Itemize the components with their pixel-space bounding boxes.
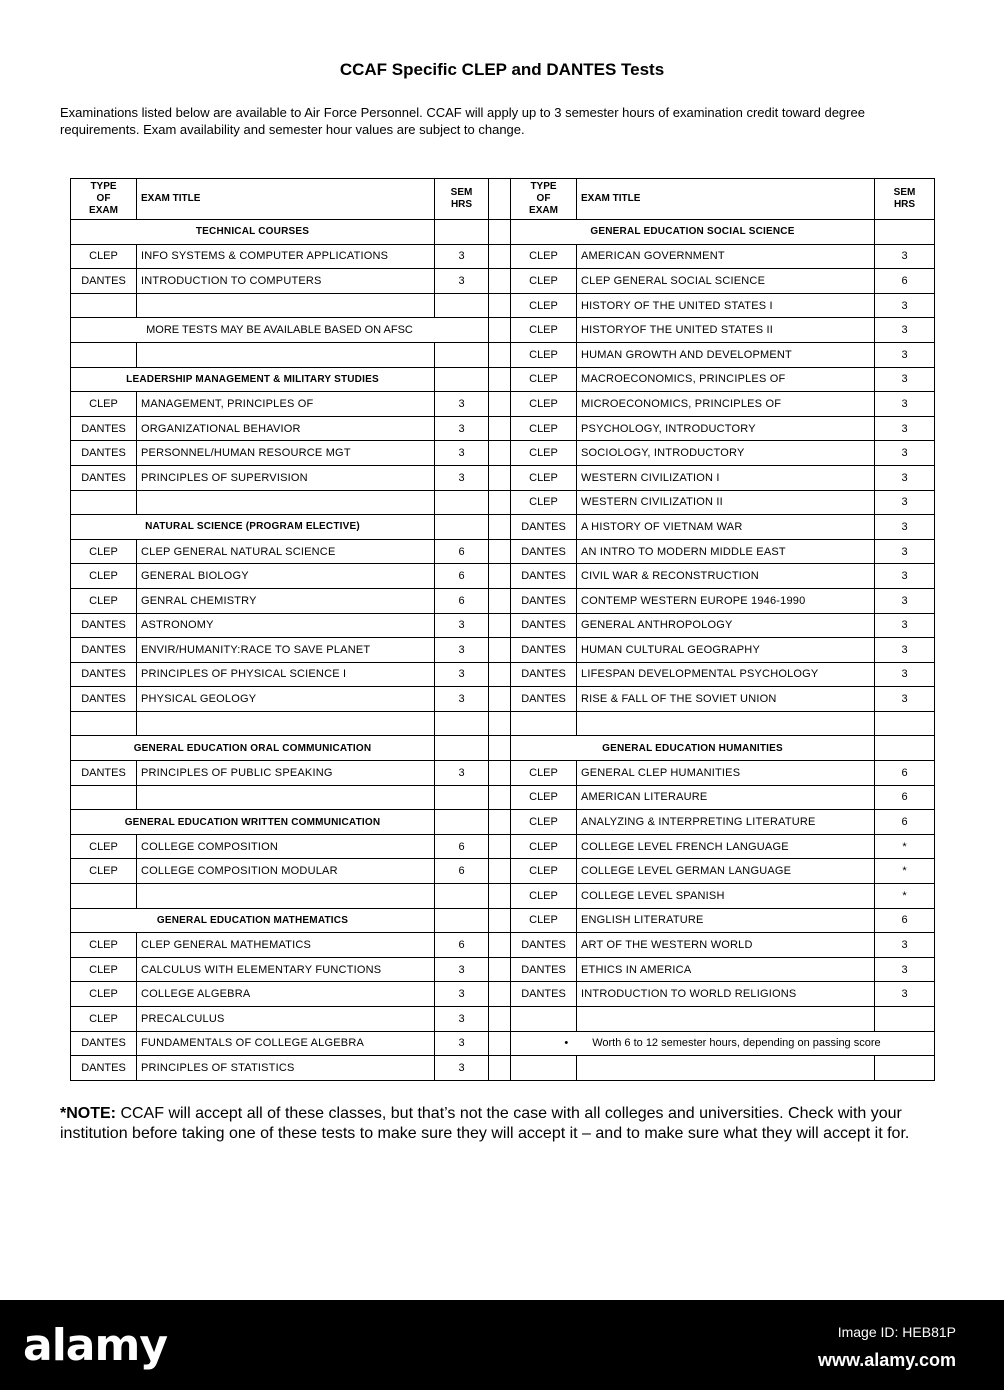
- sem-hrs-cell: 3: [875, 318, 935, 343]
- exam-title-cell: PERSONNEL/HUMAN RESOURCE MGT: [137, 441, 435, 466]
- exam-title-cell: COLLEGE LEVEL GERMAN LANGUAGE: [577, 859, 875, 884]
- sem-hrs-cell: [875, 736, 935, 761]
- exam-type-cell: DANTES: [71, 441, 137, 466]
- column-gap: [489, 392, 511, 417]
- column-gap: [489, 318, 511, 343]
- exam-title-cell: CIVIL WAR & RECONSTRUCTION: [577, 564, 875, 589]
- exam-type-cell: DANTES: [71, 1056, 137, 1081]
- watermark-image-id: Image ID: HEB81P: [837, 1324, 956, 1340]
- exam-type-cell: CLEP: [511, 244, 577, 269]
- sem-hrs-cell: [435, 884, 489, 909]
- header-type-of-exam: TYPE OF EXAM: [71, 179, 137, 220]
- exam-title-cell: CONTEMP WESTERN EUROPE 1946-1990: [577, 588, 875, 613]
- table-row: [71, 441, 935, 466]
- column-gap: [489, 982, 511, 1007]
- exam-title-cell: COLLEGE LEVEL FRENCH LANGUAGE: [577, 834, 875, 859]
- exam-title-cell: PHYSICAL GEOLOGY: [137, 687, 435, 712]
- exam-type-cell: CLEP: [71, 834, 137, 859]
- note-cell: [71, 318, 489, 343]
- exam-type-cell: CLEP: [511, 785, 577, 810]
- sem-hrs-cell: 3: [875, 367, 935, 392]
- sem-hrs-cell: 3: [875, 933, 935, 958]
- sem-hrs-cell: 3: [875, 342, 935, 367]
- column-gap: [489, 367, 511, 392]
- sem-hrs-cell: 3: [875, 613, 935, 638]
- exam-title-cell: AMERICAN GOVERNMENT: [577, 244, 875, 269]
- exam-type-cell: DANTES: [511, 957, 577, 982]
- table-row: [71, 711, 935, 736]
- column-gap: [489, 490, 511, 515]
- header-exam-title: EXAM TITLE: [577, 179, 875, 220]
- section-heading: GENERAL EDUCATION SOCIAL SCIENCE: [511, 220, 875, 245]
- watermark-url: www.alamy.com: [817, 1350, 956, 1370]
- exam-title-cell: CLEP GENERAL MATHEMATICS: [137, 933, 435, 958]
- sem-hrs-cell: 3: [435, 638, 489, 663]
- table-row: [71, 613, 935, 638]
- sem-hrs-cell: *: [875, 884, 935, 909]
- column-gap: [489, 859, 511, 884]
- exam-type-cell: [71, 342, 137, 367]
- exam-title-cell: PRINCIPLES OF PUBLIC SPEAKING: [137, 761, 435, 786]
- exam-type-cell: DANTES: [511, 933, 577, 958]
- exam-type-cell: [71, 785, 137, 810]
- exam-title-cell: MACROECONOMICS, PRINCIPLES OF: [577, 367, 875, 392]
- exam-title-cell: GENERAL CLEP HUMANITIES: [577, 761, 875, 786]
- column-gap: [489, 638, 511, 663]
- sem-hrs-cell: [435, 810, 489, 835]
- sem-hrs-cell: 3: [875, 490, 935, 515]
- table-row: [71, 490, 935, 515]
- table-row: [71, 342, 935, 367]
- column-gap: [489, 736, 511, 761]
- exam-title-cell: PSYCHOLOGY, INTRODUCTORY: [577, 416, 875, 441]
- table-row: [71, 564, 935, 589]
- column-gap: [489, 244, 511, 269]
- sem-hrs-cell: 3: [435, 465, 489, 490]
- table-row: [71, 933, 935, 958]
- table-row: [71, 761, 935, 786]
- sem-hrs-cell: 3: [875, 465, 935, 490]
- sem-hrs-cell: [435, 711, 489, 736]
- exam-type-cell: CLEP: [71, 933, 137, 958]
- sem-hrs-cell: 6: [875, 785, 935, 810]
- exam-type-cell: CLEP: [511, 859, 577, 884]
- exam-title-cell: MANAGEMENT, PRINCIPLES OF: [137, 392, 435, 417]
- exam-type-cell: CLEP: [511, 367, 577, 392]
- section-heading: GENERAL EDUCATION HUMANITIES: [511, 736, 875, 761]
- bullet-icon: •: [564, 1037, 569, 1050]
- exam-title-cell: [137, 342, 435, 367]
- table-row: [71, 982, 935, 1007]
- sem-hrs-cell: 3: [435, 662, 489, 687]
- sem-hrs-cell: *: [875, 859, 935, 884]
- exam-title-cell: CALCULUS WITH ELEMENTARY FUNCTIONS: [137, 957, 435, 982]
- sem-hrs-cell: 3: [435, 1031, 489, 1056]
- table-row: [71, 539, 935, 564]
- footnote-text: CCAF will accept all of these classes, but that’s not the case with all colleges and universities. Check with your institution before taking one of these tests to make sure they will accept it – and to make sure what they will accept it for.: [60, 1105, 910, 1142]
- exam-title-cell: PRECALCULUS: [137, 1007, 435, 1032]
- exam-type-cell: DANTES: [71, 269, 137, 294]
- exam-title-cell: INFO SYSTEMS & COMPUTER APPLICATIONS: [137, 244, 435, 269]
- sem-hrs-cell: [875, 1007, 935, 1032]
- exam-type-cell: DANTES: [71, 1031, 137, 1056]
- exam-title-cell: [137, 785, 435, 810]
- table-row: [71, 515, 935, 540]
- exam-type-cell: CLEP: [511, 834, 577, 859]
- sem-hrs-cell: [435, 908, 489, 933]
- exam-title-cell: GENRAL CHEMISTRY: [137, 588, 435, 613]
- sem-hrs-cell: 3: [435, 392, 489, 417]
- sem-hrs-cell: 3: [875, 662, 935, 687]
- table-row: [71, 318, 935, 343]
- sem-hrs-cell: 3: [435, 1007, 489, 1032]
- exam-title-cell: ASTRONOMY: [137, 613, 435, 638]
- exam-title-cell: RISE & FALL OF THE SOVIET UNION: [577, 687, 875, 712]
- sem-hrs-cell: 3: [875, 416, 935, 441]
- exam-title-cell: INTRODUCTION TO WORLD RELIGIONS: [577, 982, 875, 1007]
- exam-title-cell: HUMAN CULTURAL GEOGRAPHY: [577, 638, 875, 663]
- column-gap: [489, 1056, 511, 1081]
- section-heading: GENERAL EDUCATION MATHEMATICS: [71, 908, 435, 933]
- exam-table-body: [71, 220, 935, 1081]
- sem-hrs-cell: 3: [875, 244, 935, 269]
- sem-hrs-cell: 3: [435, 761, 489, 786]
- sem-hrs-cell: 3: [435, 687, 489, 712]
- exam-type-cell: CLEP: [511, 441, 577, 466]
- column-gap: [489, 539, 511, 564]
- exam-type-cell: CLEP: [511, 416, 577, 441]
- table-row: [71, 908, 935, 933]
- exam-type-cell: CLEP: [71, 588, 137, 613]
- sem-hrs-cell: [875, 1056, 935, 1081]
- exam-type-cell: CLEP: [71, 957, 137, 982]
- exam-title-cell: [577, 711, 875, 736]
- exam-type-cell: DANTES: [511, 564, 577, 589]
- sem-hrs-cell: 6: [435, 539, 489, 564]
- exam-type-cell: DANTES: [511, 662, 577, 687]
- exam-type-cell: DANTES: [511, 638, 577, 663]
- sem-hrs-cell: 3: [435, 957, 489, 982]
- sem-hrs-cell: [435, 515, 489, 540]
- sem-hrs-cell: 6: [435, 564, 489, 589]
- note-cell: [511, 1031, 935, 1056]
- sem-hrs-cell: [435, 785, 489, 810]
- exam-type-cell: CLEP: [511, 269, 577, 294]
- exam-title-cell: PRINCIPLES OF STATISTICS: [137, 1056, 435, 1081]
- exam-type-cell: CLEP: [511, 490, 577, 515]
- sem-hrs-cell: 6: [875, 810, 935, 835]
- table-row: [71, 662, 935, 687]
- exam-type-cell: DANTES: [511, 515, 577, 540]
- table-row: [71, 736, 935, 761]
- sem-hrs-cell: 6: [435, 859, 489, 884]
- table-row: [71, 859, 935, 884]
- sem-hrs-cell: 3: [435, 982, 489, 1007]
- exam-title-cell: [137, 884, 435, 909]
- column-gap: [489, 884, 511, 909]
- exam-title-cell: COLLEGE ALGEBRA: [137, 982, 435, 1007]
- table-row: [71, 884, 935, 909]
- sem-hrs-cell: [435, 293, 489, 318]
- exam-title-cell: PRINCIPLES OF SUPERVISION: [137, 465, 435, 490]
- exam-type-cell: [71, 490, 137, 515]
- exam-title-cell: GENERAL BIOLOGY: [137, 564, 435, 589]
- exam-type-cell: DANTES: [71, 416, 137, 441]
- exam-title-cell: HISTORYOF THE UNITED STATES II: [577, 318, 875, 343]
- exam-title-cell: AMERICAN LITERAURE: [577, 785, 875, 810]
- sem-hrs-cell: [875, 220, 935, 245]
- table-row: [71, 293, 935, 318]
- exam-type-cell: [71, 711, 137, 736]
- table-row: [71, 269, 935, 294]
- sem-hrs-cell: 3: [435, 1056, 489, 1081]
- exam-type-cell: DANTES: [511, 588, 577, 613]
- exam-type-cell: CLEP: [511, 465, 577, 490]
- exam-title-cell: MICROECONOMICS, PRINCIPLES OF: [577, 392, 875, 417]
- column-gap: [489, 1031, 511, 1056]
- table-row: [71, 1031, 935, 1056]
- column-gap: [489, 687, 511, 712]
- exam-type-cell: DANTES: [71, 638, 137, 663]
- exam-type-cell: DANTES: [511, 982, 577, 1007]
- header-type-of-exam: TYPE OF EXAM: [511, 179, 577, 220]
- exam-type-cell: CLEP: [511, 392, 577, 417]
- footnote-label: *NOTE:: [60, 1105, 116, 1122]
- column-gap: [489, 416, 511, 441]
- exam-type-cell: [511, 711, 577, 736]
- header-exam-title: EXAM TITLE: [137, 179, 435, 220]
- exam-title-cell: [577, 1056, 875, 1081]
- sem-hrs-cell: 6: [435, 834, 489, 859]
- sem-hrs-cell: 6: [875, 908, 935, 933]
- sem-hrs-cell: [435, 342, 489, 367]
- header-sem-hrs: SEM HRS: [435, 179, 489, 220]
- exam-type-cell: DANTES: [511, 687, 577, 712]
- exam-type-cell: [511, 1056, 577, 1081]
- exam-type-cell: [511, 1007, 577, 1032]
- table-row: [71, 220, 935, 245]
- sem-hrs-cell: 3: [875, 392, 935, 417]
- table-row: [71, 957, 935, 982]
- exam-type-cell: DANTES: [511, 539, 577, 564]
- column-gap: [489, 933, 511, 958]
- column-gap: [489, 269, 511, 294]
- column-gap: [489, 342, 511, 367]
- table-row: [71, 367, 935, 392]
- exam-title-cell: WESTERN CIVILIZATION I: [577, 465, 875, 490]
- sem-hrs-cell: 3: [875, 441, 935, 466]
- section-heading: NATURAL SCIENCE (PROGRAM ELECTIVE): [71, 515, 435, 540]
- exam-title-cell: ART OF THE WESTERN WORLD: [577, 933, 875, 958]
- table-row: [71, 244, 935, 269]
- sem-hrs-cell: [435, 736, 489, 761]
- column-gap: [489, 957, 511, 982]
- exam-type-cell: [71, 293, 137, 318]
- exam-title-cell: INTRODUCTION TO COMPUTERS: [137, 269, 435, 294]
- watermark-logo: alamy: [23, 1320, 167, 1371]
- section-heading: GENERAL EDUCATION WRITTEN COMMUNICATION: [71, 810, 435, 835]
- sem-hrs-cell: 3: [435, 269, 489, 294]
- table-row: [71, 392, 935, 417]
- sem-hrs-cell: 3: [875, 957, 935, 982]
- sem-hrs-cell: 3: [875, 982, 935, 1007]
- sem-hrs-cell: 6: [435, 588, 489, 613]
- exam-title-cell: CLEP GENERAL NATURAL SCIENCE: [137, 539, 435, 564]
- exam-type-cell: CLEP: [71, 244, 137, 269]
- exam-title-cell: COLLEGE COMPOSITION MODULAR: [137, 859, 435, 884]
- table-row: [71, 785, 935, 810]
- exam-title-cell: COLLEGE COMPOSITION: [137, 834, 435, 859]
- sem-hrs-cell: 3: [875, 687, 935, 712]
- sem-hrs-cell: 3: [875, 638, 935, 663]
- exam-type-cell: CLEP: [511, 318, 577, 343]
- column-gap: [489, 810, 511, 835]
- exam-type-cell: DANTES: [71, 465, 137, 490]
- table-row: [71, 588, 935, 613]
- exam-type-cell: DANTES: [71, 761, 137, 786]
- exam-type-cell: DANTES: [511, 613, 577, 638]
- column-gap: [489, 515, 511, 540]
- column-gap: [489, 613, 511, 638]
- exam-title-cell: ENGLISH LITERATURE: [577, 908, 875, 933]
- sem-hrs-cell: 3: [435, 613, 489, 638]
- section-heading: GENERAL EDUCATION ORAL COMMUNICATION: [71, 736, 435, 761]
- exam-type-cell: DANTES: [71, 613, 137, 638]
- column-gap: [489, 441, 511, 466]
- exam-type-cell: DANTES: [71, 687, 137, 712]
- exam-type-cell: CLEP: [511, 810, 577, 835]
- sem-hrs-cell: [875, 711, 935, 736]
- exam-title-cell: LIFESPAN DEVELOPMENTAL PSYCHOLOGY: [577, 662, 875, 687]
- exam-title-cell: ANALYZING & INTERPRETING LITERATURE: [577, 810, 875, 835]
- column-gap: [489, 179, 511, 220]
- sem-hrs-cell: 3: [875, 515, 935, 540]
- table-row: [71, 416, 935, 441]
- sem-hrs-cell: [435, 367, 489, 392]
- exam-type-cell: CLEP: [511, 908, 577, 933]
- section-heading: TECHNICAL COURSES: [71, 220, 435, 245]
- exam-title-cell: A HISTORY OF VIETNAM WAR: [577, 515, 875, 540]
- exam-type-cell: CLEP: [511, 342, 577, 367]
- table-header-row: [71, 179, 935, 220]
- sem-hrs-cell: 3: [875, 539, 935, 564]
- sem-hrs-cell: 3: [435, 441, 489, 466]
- column-gap: [489, 1007, 511, 1032]
- exam-title-cell: HUMAN GROWTH AND DEVELOPMENT: [577, 342, 875, 367]
- table-row: [71, 638, 935, 663]
- column-gap: [489, 785, 511, 810]
- column-gap: [489, 588, 511, 613]
- exam-title-cell: CLEP GENERAL SOCIAL SCIENCE: [577, 269, 875, 294]
- exam-type-cell: CLEP: [71, 539, 137, 564]
- note-text: Worth 6 to 12 semester hours, depending on passing score: [592, 1037, 881, 1050]
- column-gap: [489, 761, 511, 786]
- exam-title-cell: ENVIR/HUMANITY:RACE TO SAVE PLANET: [137, 638, 435, 663]
- exam-type-cell: CLEP: [71, 564, 137, 589]
- exam-title-cell: ORGANIZATIONAL BEHAVIOR: [137, 416, 435, 441]
- exam-title-cell: ETHICS IN AMERICA: [577, 957, 875, 982]
- exam-title-cell: HISTORY OF THE UNITED STATES I: [577, 293, 875, 318]
- exam-title-cell: [577, 1007, 875, 1032]
- sem-hrs-cell: 3: [435, 244, 489, 269]
- sem-hrs-cell: [435, 220, 489, 245]
- section-heading: LEADERSHIP MANAGEMENT & MILITARY STUDIES: [71, 367, 435, 392]
- exam-title-cell: [137, 293, 435, 318]
- sem-hrs-cell: 6: [875, 761, 935, 786]
- table-row: [71, 465, 935, 490]
- column-gap: [489, 662, 511, 687]
- column-gap: [489, 908, 511, 933]
- sem-hrs-cell: *: [875, 834, 935, 859]
- table-row: [71, 810, 935, 835]
- exam-title-cell: GENERAL ANTHROPOLOGY: [577, 613, 875, 638]
- exam-type-cell: CLEP: [71, 392, 137, 417]
- exam-type-cell: CLEP: [71, 1007, 137, 1032]
- exam-type-cell: CLEP: [511, 761, 577, 786]
- exam-title-cell: PRINCIPLES OF PHYSICAL SCIENCE I: [137, 662, 435, 687]
- column-gap: [489, 834, 511, 859]
- intro-paragraph: Examinations listed below are available to Air Force Personnel. CCAF will apply up to 3 semester hours of examination credit toward degree requirements. Exam availability and semester hour values are subject to change.: [60, 105, 865, 137]
- exam-type-cell: CLEP: [71, 982, 137, 1007]
- exam-type-cell: DANTES: [71, 662, 137, 687]
- sem-hrs-cell: 6: [435, 933, 489, 958]
- table-row: [71, 834, 935, 859]
- header-sem-hrs: SEM HRS: [875, 179, 935, 220]
- exam-title-cell: [137, 490, 435, 515]
- table-row: [71, 687, 935, 712]
- exam-type-cell: CLEP: [71, 859, 137, 884]
- exam-title-cell: WESTERN CIVILIZATION II: [577, 490, 875, 515]
- table-row: [71, 1056, 935, 1081]
- sem-hrs-cell: 3: [435, 416, 489, 441]
- sem-hrs-cell: 3: [875, 293, 935, 318]
- exam-type-cell: CLEP: [511, 884, 577, 909]
- column-gap: [489, 564, 511, 589]
- sem-hrs-cell: 6: [875, 269, 935, 294]
- exam-title-cell: COLLEGE LEVEL SPANISH: [577, 884, 875, 909]
- exam-type-cell: [71, 884, 137, 909]
- footnote: [60, 1104, 940, 1144]
- column-gap: [489, 220, 511, 245]
- exam-table: [70, 178, 935, 1081]
- table-row: [71, 1007, 935, 1032]
- exam-title-cell: AN INTRO TO MODERN MIDDLE EAST: [577, 539, 875, 564]
- watermark-banner: [0, 1300, 1004, 1390]
- sem-hrs-cell: 3: [875, 588, 935, 613]
- sem-hrs-cell: 3: [875, 564, 935, 589]
- exam-title-cell: SOCIOLOGY, INTRODUCTORY: [577, 441, 875, 466]
- page-title: CCAF Specific CLEP and DANTES Tests: [339, 60, 665, 79]
- column-gap: [489, 465, 511, 490]
- exam-type-cell: CLEP: [511, 293, 577, 318]
- column-gap: [489, 711, 511, 736]
- sem-hrs-cell: [435, 490, 489, 515]
- exam-title-cell: [137, 711, 435, 736]
- exam-title-cell: FUNDAMENTALS OF COLLEGE ALGEBRA: [137, 1031, 435, 1056]
- column-gap: [489, 293, 511, 318]
- note-text: MORE TESTS MAY BE AVAILABLE BASED ON AFSC: [146, 324, 413, 337]
